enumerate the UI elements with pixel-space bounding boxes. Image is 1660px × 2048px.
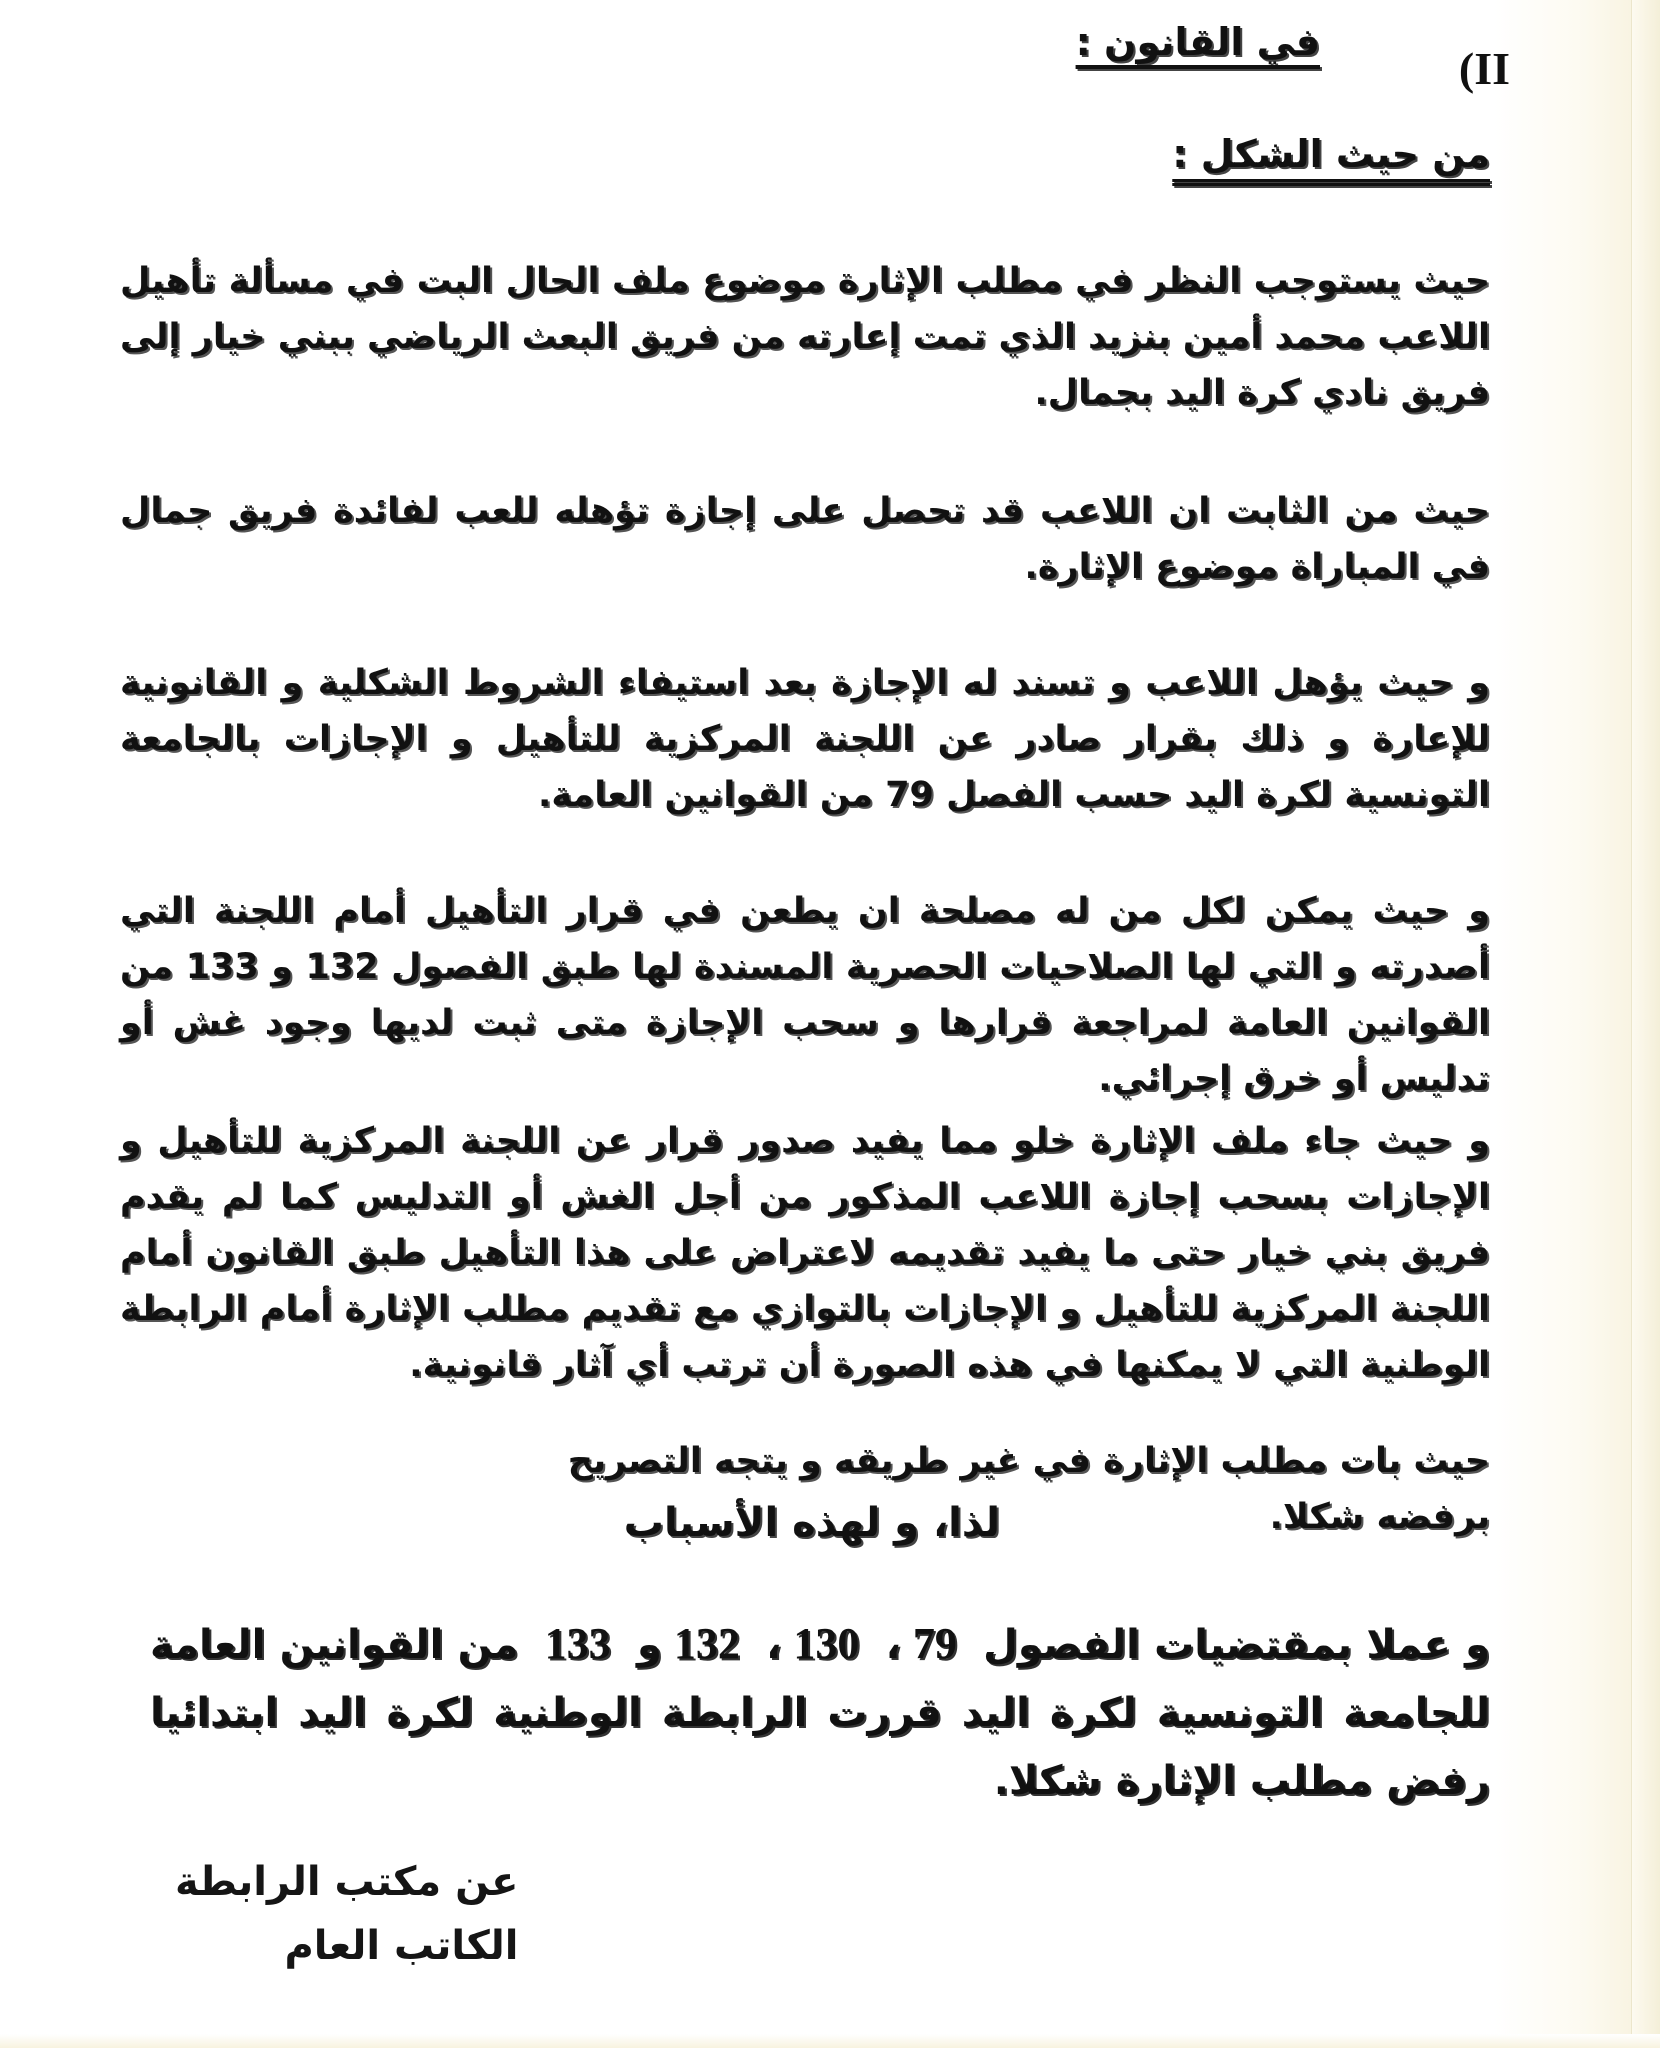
paragraph-5: و حيث جاء ملف الإثارة خلو مما يفيد صدور قرار عن اللجنة المركزية للتأهيل و الإجازات بسحب إجازة اللاعب المذكور من أجل الغش أو التدليس كما لم يقدم فريق بني خيار حتى ما يفيد تقديمه لاعتراض على هذا التأهيل طبق القانون أمام اللجنة المركزية للتأهيل و الإجازات بالتوازي مع تقديم مطلب الإثارة أمام الرابطة الوطنية التي لا يمكنها في هذه الصورة أن ترتب أي آثار قانونية. [120,1121,1490,1385]
paper-edge [1631,0,1660,2048]
paragraph-6: حيث بات مطلب الإثارة في غير طريقه و يتجه التصريح برفضه شكلا. [567,1441,1490,1537]
paper-bottom-edge [0,2034,1660,2048]
conjunction: و [636,1622,662,1668]
article-132: 132 [673,1619,740,1668]
ruling-decision: من القوانين العامة للجامعة التونسية لكرة اليد قررت الرابطة الوطنية لكرة اليد ابتدائيا رفض مطلب الإثارة شكلا. [150,1622,1490,1804]
section-number: (II [1458,43,1510,94]
paragraph-2: حيث من الثابت ان اللاعب قد تحصل على إجازة تؤهله للعب لفائدة فريق جمال في المباراة موضوع الإثارة. [120,491,1490,587]
section-title: في القانون : [1075,20,1320,64]
reasons-title: لذا، و لهذه الأسباب [623,1500,1000,1546]
comma-1: ، [885,1622,901,1668]
signature-block [175,1850,518,1978]
section-heading [1458,42,1510,95]
comma-2: ، [766,1622,782,1668]
article-130: 130 [793,1619,860,1668]
ruling-paragraph [150,1610,1490,1815]
ruling-intro: و عملا بمقتضيات الفصول [983,1622,1490,1668]
paragraph-1: حيث يستوجب النظر في مطلب الإثارة موضوع ملف الحال البت في مسألة تأهيل اللاعب محمد أمين بنزيد الذي تمت إعارته من فريق البعث الرياضي ببني خيار إلى فريق نادي كرة اليد بجمال. [119,261,1490,413]
signature-title: الكاتب العام [284,1923,519,1969]
article-79: 79 [912,1619,957,1668]
article-133: 133 [544,1619,611,1668]
paragraph-4: و حيث يمكن لكل من له مصلحة ان يطعن في قرار التأهيل أمام اللجنة التي أصدرته و التي لها الصلاحيات الحصرية المسندة لها طبق الفصول 132 و 133 من القوانين العامة لمراجعة قرارها و سحب الإجازة متى ثبت لديها وجود غش أو تدليس أو خرق إجرائي. [120,891,1490,1099]
signature-office: عن مكتب الرابطة [175,1859,519,1905]
subsection-title: من حيث الشكل : [1172,132,1490,176]
paragraph-3: و حيث يؤهل اللاعب و تسند له الإجازة بعد استيفاء الشروط الشكلية و القانونية للإعارة و ذلك بقرار صادر عن اللجنة المركزية للتأهيل و الإجازات بالجامعة التونسية لكرة اليد حسب الفصل 79 من القوانين العامة. [120,663,1490,815]
